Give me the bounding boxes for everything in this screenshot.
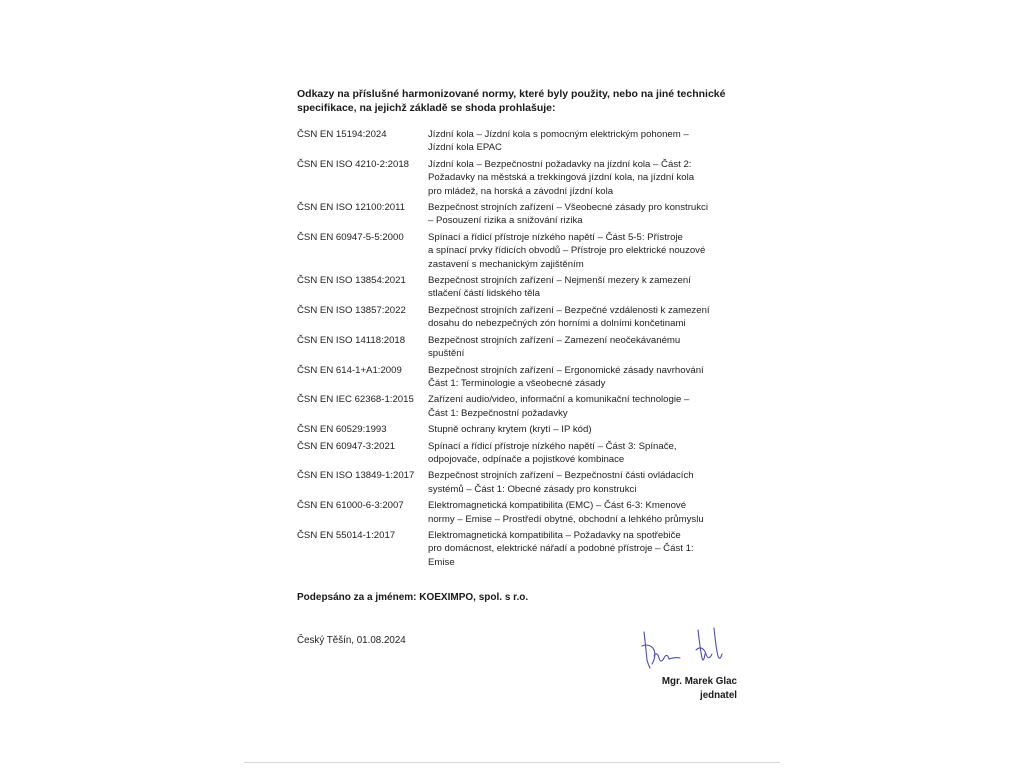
standard-description-line: pro mládež, na horská a závodní jízdní kola <box>428 185 614 197</box>
standard-description-line: Bezpečnost strojních zařízení – Zamezení neočekávanému <box>428 334 681 346</box>
standard-row <box>297 364 757 391</box>
signed-on-behalf-line: Podepsáno za a jménem: KOEXIMPO, spol. s r.o. <box>297 592 529 603</box>
handwritten-signature <box>636 624 736 670</box>
standard-description-line: Požadavky na městská a trekkingová jízdní kola, na jízdní kola <box>428 172 695 184</box>
standard-row <box>297 393 757 420</box>
standard-code: ČSN EN ISO 14118:2018 <box>297 334 406 346</box>
standard-description-line: dosahu do nebezpečných zón horními a dolními končetinami <box>428 318 686 330</box>
signer-name: Mgr. Marek Glac <box>661 676 737 687</box>
standard-description <box>428 128 757 155</box>
signer-role: jednatel <box>699 690 737 701</box>
standard-row <box>297 128 757 155</box>
standard-description <box>428 158 757 198</box>
standard-row <box>297 231 757 271</box>
standard-row <box>297 423 757 436</box>
standard-description-line: Jízdní kola – Bezpečnostní požadavky na jízdní kola – Část 2: <box>428 158 692 170</box>
standard-description-line: Bezpečnost strojních zařízení – Ergonomické zásady navrhování <box>428 364 704 376</box>
standard-description-line: Emise <box>428 556 455 568</box>
standard-description <box>428 201 757 228</box>
standard-description-line: spuštění <box>428 348 465 360</box>
standard-description <box>428 231 757 271</box>
intro-heading <box>297 87 757 115</box>
standard-description-line: Jízdní kola EPAC <box>428 142 502 154</box>
standard-description <box>428 334 757 361</box>
standard-description-line: Zařízení audio/video, informační a komunikační technologie – <box>428 394 690 406</box>
standard-code: ČSN EN 15194:2024 <box>297 129 387 140</box>
standard-description-line: Spínací a řídicí přístroje nízkého napětí – Část 3: Spínače, <box>428 440 677 452</box>
standard-description <box>428 274 757 301</box>
standard-description-line: Část 1: Terminologie a všeobecné zásady <box>428 377 606 389</box>
standard-row <box>297 469 757 496</box>
standard-description-line: Bezpečnost strojních zařízení – Všeobecné zásady pro konstrukci <box>428 202 708 214</box>
standard-code: ČSN EN 614-1+A1:2009 <box>297 364 402 376</box>
standard-description-line: zastavení s mechanickým zajištěním <box>428 258 584 270</box>
standard-description-line: Stupně ochrany krytem (krytí – IP kód) <box>428 424 592 436</box>
standard-description-line: odpojovače, odpínače a pojistkové kombinace <box>428 453 625 465</box>
standard-code: ČSN EN ISO 12100:2011 <box>297 202 406 214</box>
standard-code: ČSN EN ISO 13849-1:2017 <box>297 470 415 482</box>
intro-line-1: Odkazy na příslušné harmonizované normy, které byly použity, nebo na jiné technické <box>297 88 726 100</box>
standard-description-line: stlačení částí lidského těla <box>428 288 540 300</box>
standard-code: ČSN EN ISO 13857:2022 <box>297 304 406 316</box>
standard-description-line: Elektromagnetická kompatibilita – Požadavky na spotřebiče <box>428 529 681 541</box>
standard-description-line: pro domácnost, elektrické nářadí a podobné přístroje – Část 1: <box>428 543 694 555</box>
page-bottom-divider <box>244 762 780 763</box>
standard-code: ČSN EN 60529:1993 <box>297 424 387 436</box>
standard-code: ČSN EN ISO 4210-2:2018 <box>297 158 409 170</box>
standard-code: ČSN EN ISO 13854:2021 <box>297 275 406 287</box>
standard-row <box>297 201 757 228</box>
standard-row <box>297 158 757 198</box>
standard-description <box>428 423 757 436</box>
standard-description <box>428 499 757 526</box>
standard-code: ČSN EN IEC 62368-1:2015 <box>297 394 414 406</box>
standard-description-line: a spínací prvky řídicích obvodů – Přístroje pro elektrické nouzové <box>428 245 706 257</box>
intro-line-2: specifikace, na jejichž základě se shoda prohlašuje: <box>297 102 556 114</box>
standard-row <box>297 304 757 331</box>
standard-code: ČSN EN 60947-3:2021 <box>297 440 396 452</box>
standard-description-line: – Posouzení rizika a snižování rizika <box>428 215 583 227</box>
standard-row <box>297 274 757 301</box>
standard-row <box>297 334 757 361</box>
standard-description-line: Bezpečnost strojních zařízení – Nejmenší mezery k zamezení <box>428 275 691 287</box>
standard-description <box>428 440 757 467</box>
standard-description-line: Bezpečnost strojních zařízení – Bezpečnostní části ovládacích <box>428 470 694 482</box>
standard-description <box>428 364 757 391</box>
standard-code: ČSN EN 60947-5-5:2000 <box>297 231 404 243</box>
standard-description-line: Část 1: Bezpečnostní požadavky <box>428 407 568 419</box>
standard-description-line: Elektromagnetická kompatibilita (EMC) – Část 6-3: Kmenové <box>428 500 687 512</box>
standard-description <box>428 393 757 420</box>
standard-row <box>297 529 757 569</box>
standard-description <box>428 529 757 569</box>
standard-row <box>297 440 757 467</box>
place-and-date: Český Těšín, 01.08.2024 <box>297 635 406 646</box>
standard-description-line: Spínací a řídicí přístroje nízkého napětí – Část 5-5: Přístroje <box>428 231 683 243</box>
standard-description-line: normy – Emise – Prostředí obytné, obchodní a lehkého průmyslu <box>428 513 704 525</box>
standard-row <box>297 499 757 526</box>
standard-description-line: systémů – Část 1: Obecné zásady pro konstrukci <box>428 483 637 495</box>
standard-description-line: Bezpečnost strojních zařízení – Bezpečné vzdálenosti k zamezení <box>428 304 710 316</box>
standards-list <box>297 128 757 572</box>
standard-code: ČSN EN 61000-6-3:2007 <box>297 500 404 512</box>
standard-description-line: Jízdní kola – Jízdní kola s pomocným elektrickým pohonem – <box>428 129 689 140</box>
standard-description <box>428 469 757 496</box>
standard-code: ČSN EN 55014-1:2017 <box>297 529 396 541</box>
standard-description <box>428 304 757 331</box>
